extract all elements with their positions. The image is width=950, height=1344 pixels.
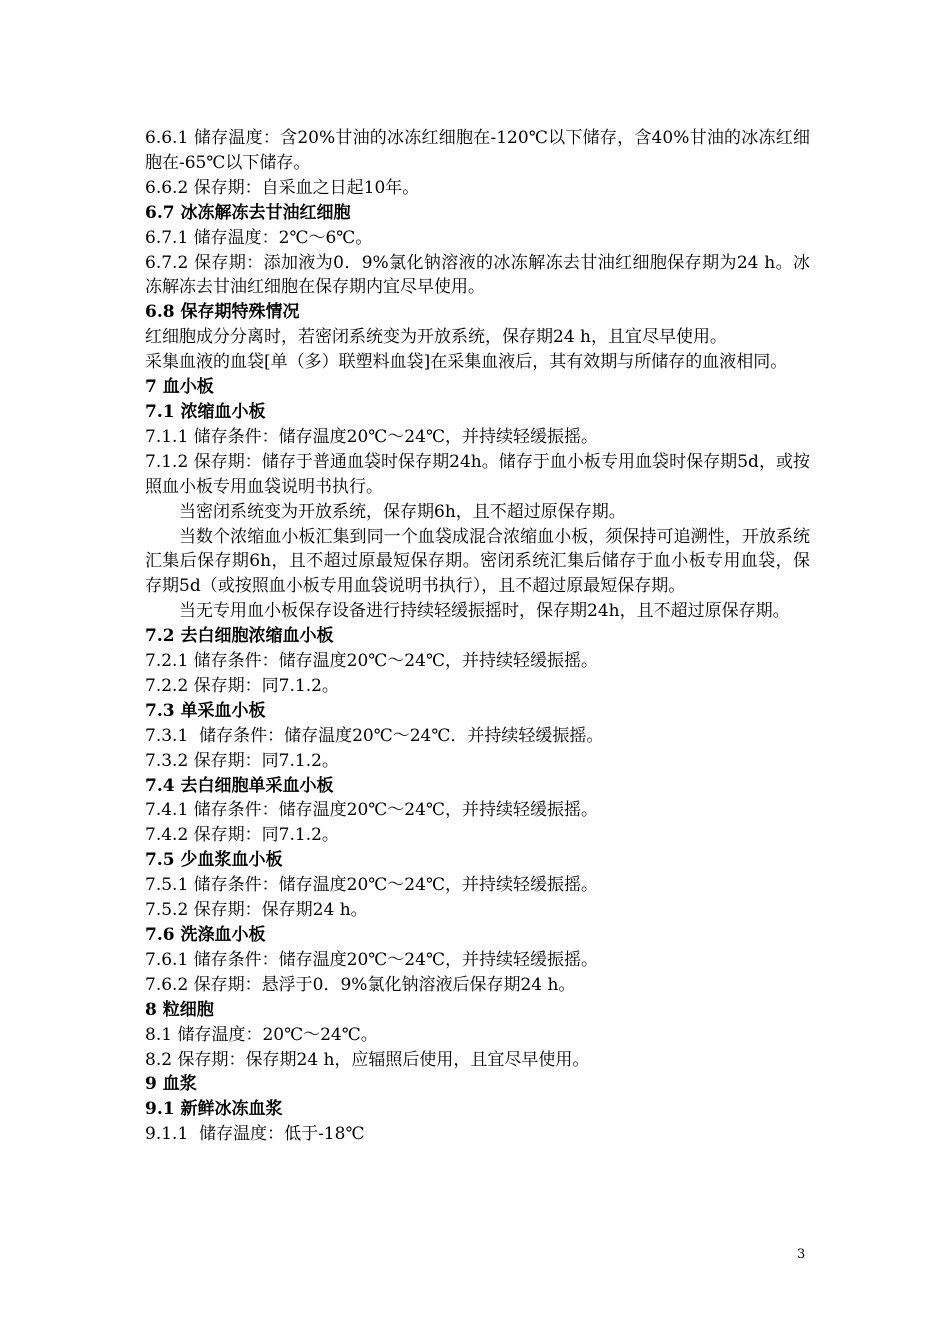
- paragraph-7-6-1: 7.6.1 储存条件：储存温度20℃～24℃，并持续轻缓振摇。: [145, 949, 598, 970]
- paragraph-7-5-1: 7.5.1 储存条件：储存温度20℃～24℃，并持续轻缓振摇。: [145, 875, 598, 896]
- paragraph-7-3-1: 7.3.1 储存条件：储存温度20℃～24℃．并持续轻缓振摇。: [145, 725, 604, 746]
- paragraph-7-1-2: 7.1.2 保存期：储存于普通血袋时保存期24h。储存于血小板专用血袋时保存期5d，或按照血小板专用血袋说明书执行。: [145, 451, 810, 497]
- paragraph-8-1: 8.1 储存温度：20℃～24℃。: [145, 1024, 378, 1045]
- paragraph-7-3-2: 7.3.2 保存期：同7.1.2。: [145, 750, 339, 771]
- page-number: 3: [797, 1247, 806, 1262]
- paragraph-7-4-2: 7.4.2 保存期：同7.1.2。: [145, 825, 339, 846]
- paragraph-8-2: 8.2 保存期：保存期24 h，应辐照后使用，且宜尽早使用。: [145, 1049, 590, 1070]
- heading-9: 9 血浆: [145, 1074, 197, 1095]
- heading-6-7: 6.7 冰冻解冻去甘油红细胞: [145, 202, 351, 223]
- paragraph-6-7-2: 6.7.2 保存期：添加液为0．9%氯化钠溶液的冰冻解冻去甘油红细胞保存期为24 h。冰冻解冻去甘油红细胞在保存期内宜尽早使用。: [145, 252, 810, 298]
- paragraph-6-8-a: 红细胞成分分离时，若密闭系统变为开放系统，保存期24 h，且宜尽早使用。: [145, 327, 727, 348]
- paragraph-7-5-2: 7.5.2 保存期：保存期24 h。: [145, 900, 368, 921]
- paragraph-7-1-2-a: 当密闭系统变为开放系统，保存期6h，且不超过原保存期。: [179, 501, 626, 522]
- heading-8: 8 粒细胞: [145, 999, 214, 1020]
- heading-7: 7 血小板: [145, 377, 214, 398]
- paragraph-7-2-2: 7.2.2 保存期：同7.1.2。: [145, 675, 339, 696]
- paragraph-6-8-b: 采集血液的血袋[单（多）联塑料血袋]在采集血液后，其有效期与所储存的血液相同。: [145, 352, 788, 373]
- paragraph-6-7-1: 6.7.1 储存温度：2℃～6℃。: [145, 227, 373, 248]
- heading-6-8: 6.8 保存期特殊情况: [145, 302, 300, 323]
- heading-7-4: 7.4 去白细胞单采血小板: [145, 775, 334, 796]
- paragraph-7-1-2-c: 当无专用血小板保存设备进行持续轻缓振摇时，保存期24h，且不超过原保存期。: [179, 601, 790, 622]
- heading-9-1: 9.1 新鲜冰冻血浆: [145, 1099, 283, 1120]
- heading-7-6: 7.6 洗涤血小板: [145, 925, 266, 945]
- heading-7-2: 7.2 去白细胞浓缩血小板: [145, 626, 334, 647]
- heading-7-3: 7.3 单采血小板: [145, 700, 266, 721]
- paragraph-6-6-2: 6.6.2 保存期：自采血之日起10年。: [145, 177, 420, 198]
- document-body: [145, 126, 810, 1147]
- heading-7-5: 7.5 少血浆血小板: [145, 850, 283, 871]
- paragraph-7-4-1: 7.4.1 储存条件：储存温度20℃～24℃，并持续轻缓振摇。: [145, 800, 598, 821]
- paragraph-7-1-1: 7.1.1 储存条件：储存温度20℃～24℃，并持续轻缓振摇。: [145, 426, 598, 447]
- heading-7-1: 7.1 浓缩血小板: [145, 401, 266, 422]
- paragraph-7-6-2: 7.6.2 保存期：悬浮于0．9%氯化钠溶液后保存期24 h。: [145, 974, 576, 995]
- paragraph-7-1-2-b: 当数个浓缩血小板汇集到同一个血袋成混合浓缩血小板，须保持可追溯性，开放系统汇集后保存期6h，且不超过原最短保存期。密闭系统汇集后储存于血小板专用血袋，保存期5d（或按照血小板专用血袋说明书执行），且不超过原最短保存期。: [145, 526, 810, 597]
- paragraph-7-2-1: 7.2.1 储存条件：储存温度20℃～24℃，并持续轻缓振摇。: [145, 651, 598, 672]
- paragraph-6-6-1: 6.6.1 储存温度：含20%甘油的冰冻红细胞在-120℃以下储存，含40%甘油的冰冻红细胞在-65℃以下储存。: [145, 128, 810, 173]
- paragraph-9-1-1: 9.1.1 储存温度：低于-18℃: [145, 1124, 365, 1145]
